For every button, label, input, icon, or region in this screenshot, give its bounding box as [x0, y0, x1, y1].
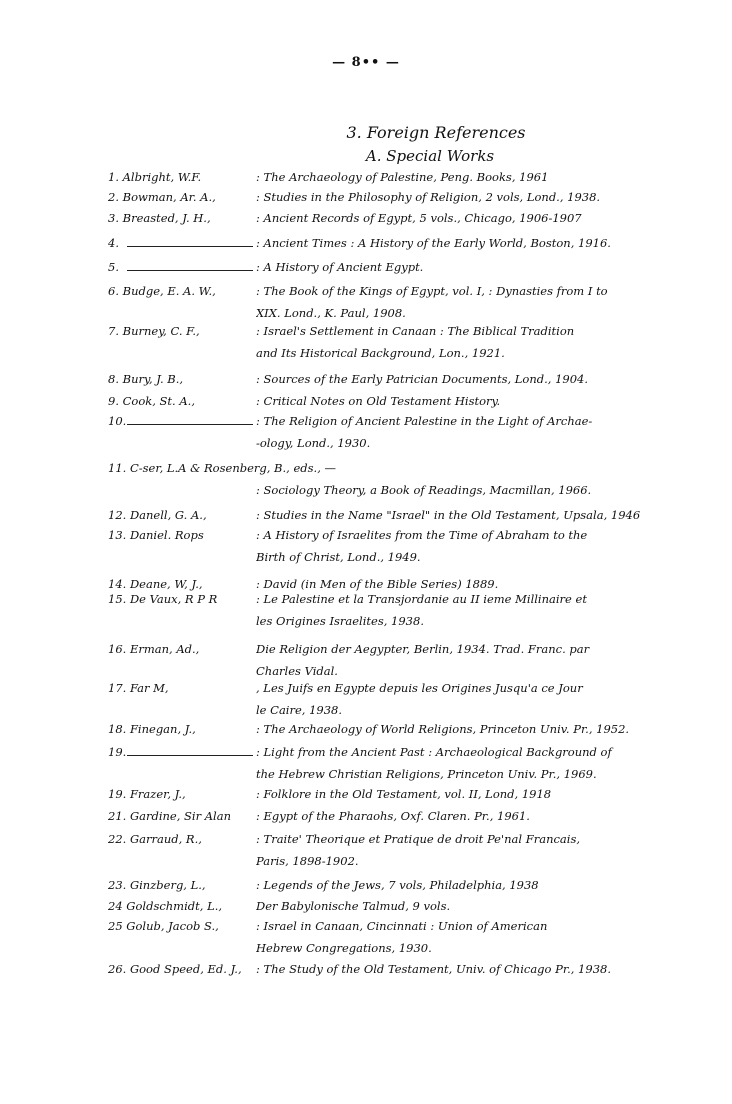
reference-author: 24 Goldschmidt, L.,	[108, 899, 223, 913]
reference-title-line: Charles Vidal.	[256, 664, 338, 678]
author-blank-line	[127, 246, 253, 247]
reference-title-line: Hebrew Congregations, 1930.	[256, 941, 432, 955]
reference-author: 5.	[108, 260, 119, 274]
reference-title-line: : Le Palestine et la Transjordanie au II ieme Millinaire et	[256, 592, 587, 606]
author-blank-line	[127, 755, 253, 756]
reference-title-line: : Legends of the Jews, 7 vols, Philadelphia, 1938	[256, 878, 539, 892]
reference-title-line: : Folklore in the Old Testament, vol. II, Lond, 1918	[256, 787, 552, 801]
reference-title-line: Birth of Christ, Lond., 1949.	[256, 550, 421, 564]
reference-title-line: : Ancient Records of Egypt, 5 vols., Chicago, 1906-1907	[256, 211, 582, 225]
subsection-heading: A. Special Works	[365, 147, 495, 165]
reference-author: 10.	[108, 414, 127, 428]
reference-author: 15. De Vaux, R P R	[108, 592, 218, 606]
reference-author: 4.	[108, 236, 119, 250]
reference-author: 17. Far M,	[108, 681, 169, 695]
reference-title-line: XIX. Lond., K. Paul, 1908.	[256, 306, 406, 320]
reference-author: 6. Budge, E. A. W.,	[108, 284, 216, 298]
reference-title-line: : The Archaeology of Palestine, Peng. Books, 1961	[256, 170, 549, 184]
reference-title-line: : The Religion of Ancient Palestine in the Light of Archae-	[256, 414, 593, 428]
reference-title-line: : Studies in the Philosophy of Religion, 2 vols, Lond., 1938.	[256, 190, 601, 204]
reference-title-line: : Light from the Ancient Past : Archaeological Background of	[256, 745, 612, 759]
reference-author: 18. Finegan, J.,	[108, 722, 196, 736]
reference-title-line: : Sources of the Early Patrician Documents, Lond., 1904.	[256, 372, 589, 386]
reference-title-line: : A History of Israelites from the Time of Abraham to the	[256, 528, 588, 542]
reference-author: 23. Ginzberg, L.,	[108, 878, 206, 892]
reference-title-line: -ology, Lond., 1930.	[256, 436, 371, 450]
reference-title-line: : Israel's Settlement in Canaan : The Biblical Tradition	[256, 324, 575, 338]
reference-title-line: : The Archaeology of World Religions, Princeton Univ. Pr., 1952.	[256, 722, 630, 736]
reference-title-line: Der Babylonische Talmud, 9 vols.	[256, 899, 451, 913]
reference-author: 9. Cook, St. A.,	[108, 394, 195, 408]
reference-title-line: le Caire, 1938.	[256, 703, 343, 717]
section-heading: 3. Foreign References	[346, 123, 526, 142]
reference-author: 12. Danell, G. A.,	[108, 508, 207, 522]
reference-title-line: Paris, 1898-1902.	[256, 854, 359, 868]
reference-author: 19.	[108, 745, 127, 759]
reference-title-line: : Studies in the Name "Israel" in the Old Testament, Upsala, 1946	[256, 508, 641, 522]
reference-title-line: : The Book of the Kings of Egypt, vol. I, : Dynasties from I to	[256, 284, 608, 298]
reference-title-line: : The Study of the Old Testament, Univ. of Chicago Pr., 1938.	[256, 962, 611, 976]
reference-author: 1. Albright, W.F.	[108, 170, 202, 184]
reference-author: 13. Daniel. Rops	[108, 528, 204, 542]
reference-title-line: : Ancient Times : A History of the Early World, Boston, 1916.	[256, 236, 611, 250]
reference-author: 2. Bowman, Ar. A.,	[108, 190, 216, 204]
reference-title-line: the Hebrew Christian Religions, Princeton Univ. Pr., 1969.	[256, 767, 597, 781]
author-blank-line	[127, 270, 253, 271]
reference-author: 22. Garraud, R.,	[108, 832, 202, 846]
reference-author: 26. Good Speed, Ed. J.,	[108, 962, 242, 976]
reference-title-line: Die Religion der Aegypter, Berlin, 1934. Trad. Franc. par	[256, 642, 590, 656]
reference-title-line: , Les Juifs en Egypte depuis les Origines Jusqu'a ce Jour	[256, 681, 583, 695]
page-number-mark: — 8•• —	[332, 55, 400, 70]
reference-author: 19. Frazer, J.,	[108, 787, 186, 801]
reference-title-line: : Sociology Theory, a Book of Readings, Macmillan, 1966.	[256, 483, 592, 497]
reference-title-line: and Its Historical Background, Lon., 1921.	[256, 346, 505, 360]
author-blank-line	[127, 424, 253, 425]
reference-title-line: : Egypt of the Pharaohs, Oxf. Claren. Pr., 1961.	[256, 809, 530, 823]
reference-author: 8. Bury, J. B.,	[108, 372, 184, 386]
reference-title-line: : David (in Men of the Bible Series) 1889.	[256, 577, 499, 591]
reference-title-line: : Traite' Theorique et Pratique de droit Pe'nal Francais,	[256, 832, 581, 846]
reference-author: 25 Golub, Jacob S.,	[108, 919, 219, 933]
reference-author: 3. Breasted, J. H.,	[108, 211, 211, 225]
reference-title-line: : A History of Ancient Egypt.	[256, 260, 424, 274]
reference-title-line: : Israel in Canaan, Cincinnati : Union of American	[256, 919, 548, 933]
reference-author: 16. Erman, Ad.,	[108, 642, 200, 656]
reference-author: 11. C-ser, L.A & Rosenberg, B., eds., —	[108, 461, 337, 475]
reference-title-line: les Origines Israelites, 1938.	[256, 614, 424, 628]
reference-author: 21. Gardine, Sir Alan	[108, 809, 232, 823]
reference-author: 7. Burney, C. F.,	[108, 324, 200, 338]
reference-title-line: : Critical Notes on Old Testament History.	[256, 394, 501, 408]
reference-author: 14. Deane, W, J.,	[108, 577, 203, 591]
